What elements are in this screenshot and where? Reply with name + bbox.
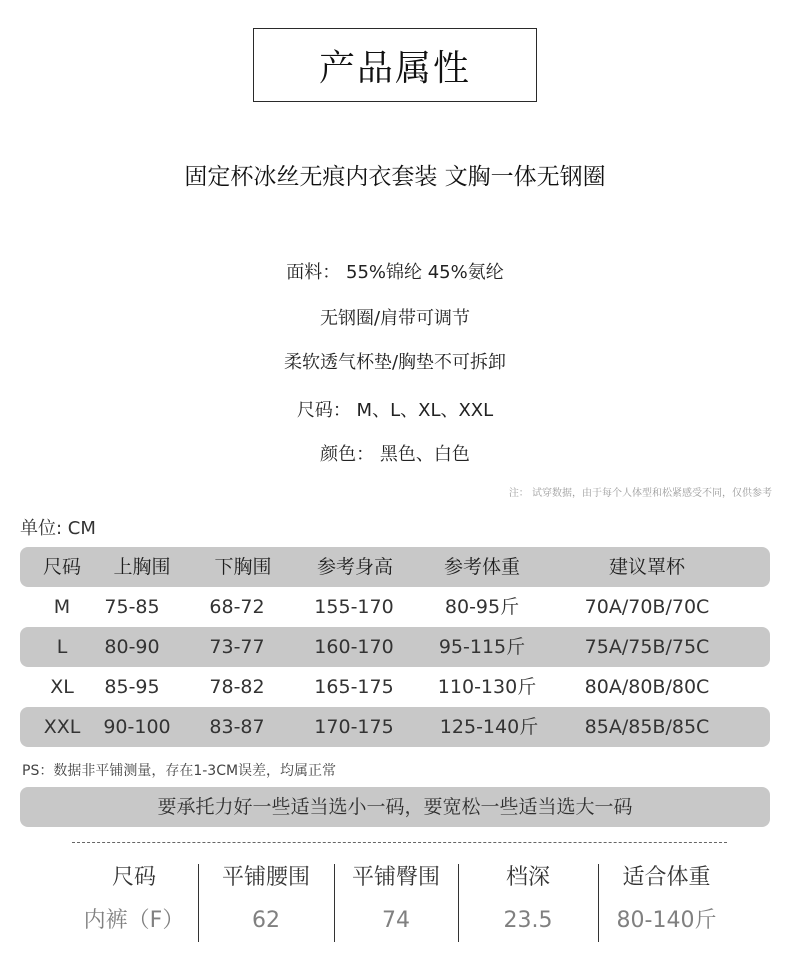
brief-header-weight: 适合体重 — [622, 865, 711, 890]
column-divider — [334, 864, 335, 942]
brief-value-waist: 62 — [252, 908, 280, 933]
cell-height: 155-170 — [314, 596, 394, 618]
header-under-bust: 下胸围 — [214, 556, 272, 578]
attr-colors: 颜色： 黑色、白色 — [320, 444, 470, 465]
cell-cup: 75A/75B/75C — [584, 636, 710, 658]
column-divider — [598, 864, 599, 942]
size-table — [20, 547, 770, 747]
cell-under-bust: 68-72 — [209, 596, 265, 618]
cell-upper-bust: 80-90 — [104, 636, 160, 658]
brief-header-rise: 档深 — [505, 865, 550, 890]
cell-under-bust: 73-77 — [209, 636, 265, 658]
brief-value-rise: 23.5 — [503, 908, 553, 933]
header-height: 参考身高 — [316, 556, 394, 578]
table-row — [20, 627, 770, 667]
cell-weight: 110-130斤 — [437, 676, 537, 698]
table-row — [20, 667, 770, 707]
cell-height: 160-170 — [314, 636, 394, 658]
brief-header-size: 尺码 — [111, 865, 156, 890]
brief-header-hip: 平铺臀围 — [351, 865, 440, 890]
brief-value-hip: 74 — [382, 908, 410, 933]
dashed-divider — [72, 842, 727, 843]
cell-weight: 80-95斤 — [444, 596, 520, 618]
header-upper-bust: 上胸围 — [113, 556, 171, 578]
cell-cup: 70A/70B/70C — [584, 596, 710, 618]
brief-value-weight: 80-140斤 — [616, 908, 717, 933]
header-cup: 建议罩杯 — [608, 556, 686, 578]
attr-wire: 无钢圈/肩带可调节 — [319, 308, 471, 329]
ps-note: PS：数据非平铺测量，存在1-3CM误差，均属正常 — [22, 763, 337, 779]
page-title: 产品属性 — [253, 28, 537, 102]
cell-height: 170-175 — [314, 716, 394, 738]
cell-size: L — [56, 636, 68, 658]
cell-under-bust: 83-87 — [209, 716, 265, 738]
table-row — [20, 707, 770, 747]
cell-cup: 85A/85B/85C — [584, 716, 710, 738]
column-divider — [458, 864, 459, 942]
attr-pad: 柔软透气杯垫/胸垫不可拆卸 — [283, 352, 507, 373]
cell-upper-bust: 75-85 — [104, 596, 160, 618]
cell-weight: 95-115斤 — [438, 636, 526, 658]
attr-sizes: 尺码： M、L、XL、XXL — [296, 400, 494, 421]
brief-header-waist: 平铺腰围 — [221, 865, 310, 890]
attr-fabric: 面料： 55%锦纶 45%氨纶 — [286, 262, 504, 283]
column-divider — [198, 864, 199, 942]
cell-height: 165-175 — [314, 676, 394, 698]
cell-upper-bust: 90-100 — [103, 716, 171, 738]
product-subtitle: 固定杯冰丝无痕内衣套装 文胸一体无钢圈 — [184, 164, 606, 190]
fit-note: 注： 试穿数据，由于每个人体型和松紧感受不同，仅供参考 — [508, 488, 772, 499]
header-size: 尺码 — [42, 556, 82, 578]
cell-size: XL — [50, 676, 74, 698]
brief-value-size: 内裤（F） — [83, 908, 185, 933]
size-tip-banner: 要承托力好一些适当选小一码，要宽松一些适当选大一码 — [20, 787, 770, 827]
cell-weight: 125-140斤 — [439, 716, 539, 738]
cell-size: M — [53, 596, 71, 618]
cell-upper-bust: 85-95 — [104, 676, 160, 698]
unit-label: 单位: CM — [20, 518, 96, 539]
header-weight: 参考体重 — [443, 556, 521, 578]
cell-under-bust: 78-82 — [209, 676, 265, 698]
cell-size: XXL — [43, 716, 81, 738]
cell-cup: 80A/80B/80C — [584, 676, 710, 698]
table-row — [20, 587, 770, 627]
brief-table — [70, 858, 735, 942]
size-table-header — [20, 547, 770, 587]
